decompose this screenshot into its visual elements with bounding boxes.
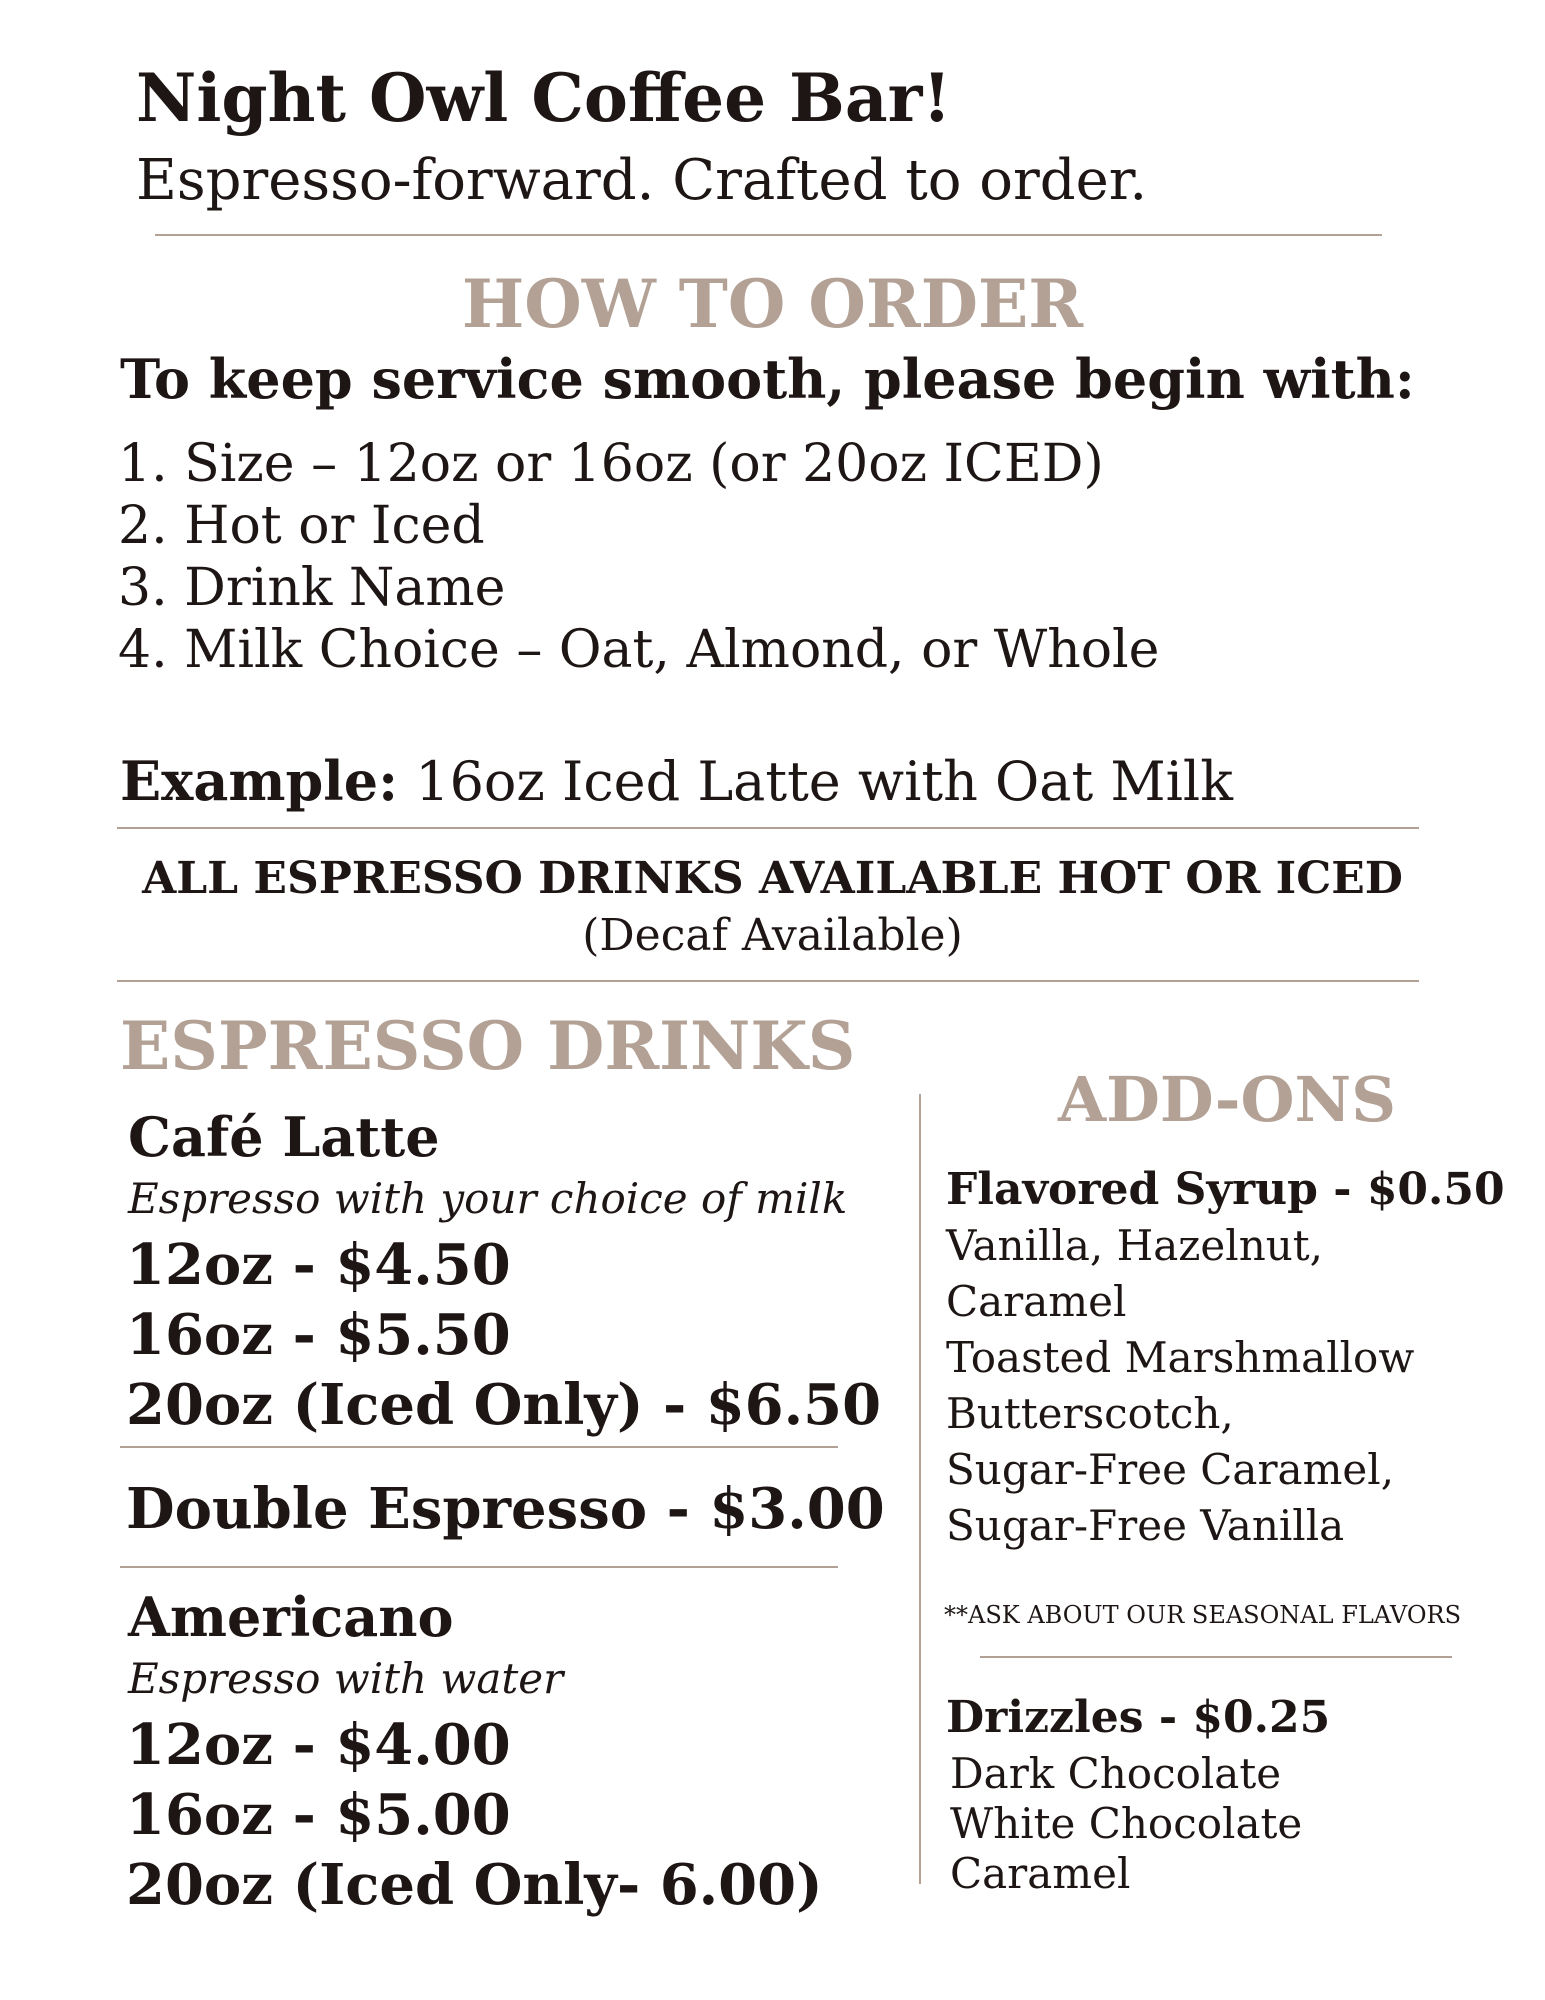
americano-price-16oz: 16oz - $5.00 — [126, 1782, 511, 1848]
syrup-option: Caramel — [946, 1277, 1127, 1326]
example-label: Example: — [120, 749, 399, 813]
double-espresso-item: Double Espresso - $3.00 — [126, 1476, 885, 1542]
tagline: Espresso-forward. Crafted to order. — [136, 148, 1148, 213]
cafe-latte-description: Espresso with your choice of milk — [128, 1174, 848, 1223]
syrup-option: Sugar-Free Caramel, — [946, 1445, 1395, 1494]
header-divider — [155, 234, 1382, 236]
example-divider — [117, 827, 1419, 829]
drizzle-option: White Chocolate — [950, 1799, 1303, 1848]
double-espresso-divider — [120, 1566, 838, 1568]
espresso-drinks-heading: ESPRESSO DRINKS — [120, 1007, 856, 1085]
americano-description: Espresso with water — [128, 1654, 564, 1703]
column-divider — [919, 1094, 921, 1884]
order-step-1: 1. Size – 12oz or 16oz (or 20oz ICED) — [118, 434, 1104, 494]
decaf-note: (Decaf Available) — [582, 910, 963, 961]
cafe-latte-price-20oz: 20oz (Iced Only) - $6.50 — [126, 1372, 882, 1438]
availability-divider — [117, 980, 1419, 982]
syrup-option: Butterscotch, — [946, 1389, 1234, 1438]
syrup-option: Toasted Marshmallow — [946, 1333, 1415, 1382]
cafe-latte-price-16oz: 16oz - $5.50 — [126, 1302, 511, 1368]
order-example — [120, 746, 1233, 817]
cafe-latte-name: Café Latte — [128, 1105, 440, 1169]
order-step-3: 3. Drink Name — [118, 558, 506, 618]
latte-divider — [120, 1446, 838, 1448]
americano-price-12oz: 12oz - $4.00 — [126, 1712, 511, 1778]
addons-divider — [980, 1656, 1452, 1658]
syrup-option: Sugar-Free Vanilla — [946, 1501, 1345, 1550]
example-text: 16oz Iced Latte with Oat Milk — [398, 750, 1233, 813]
drizzle-option: Dark Chocolate — [950, 1749, 1282, 1798]
how-to-order-heading: HOW TO ORDER — [461, 265, 1084, 343]
americano-price-20oz: 20oz (Iced Only- 6.00) — [126, 1852, 823, 1918]
drizzle-option: Caramel — [950, 1849, 1131, 1898]
cafe-latte-price-12oz: 12oz - $4.50 — [126, 1232, 511, 1298]
add-ons-heading: ADD-ONS — [1058, 1063, 1396, 1136]
how-to-order-intro: To keep service smooth, please begin with: — [120, 347, 1415, 411]
drizzles-heading: Drizzles - $0.25 — [946, 1692, 1331, 1743]
page-title: Night Owl Coffee Bar! — [136, 59, 952, 137]
americano-name: Americano — [128, 1585, 454, 1649]
order-step-4: 4. Milk Choice – Oat, Almond, or Whole — [118, 620, 1160, 680]
flavored-syrup-heading: Flavored Syrup - $0.50 — [946, 1164, 1505, 1215]
order-step-2: 2. Hot or Iced — [118, 496, 485, 556]
seasonal-flavors-note: **ASK ABOUT OUR SEASONAL FLAVORS — [944, 1601, 1462, 1629]
syrup-option: Vanilla, Hazelnut, — [946, 1221, 1324, 1270]
availability-line: ALL ESPRESSO DRINKS AVAILABLE HOT OR ICED — [142, 853, 1403, 904]
